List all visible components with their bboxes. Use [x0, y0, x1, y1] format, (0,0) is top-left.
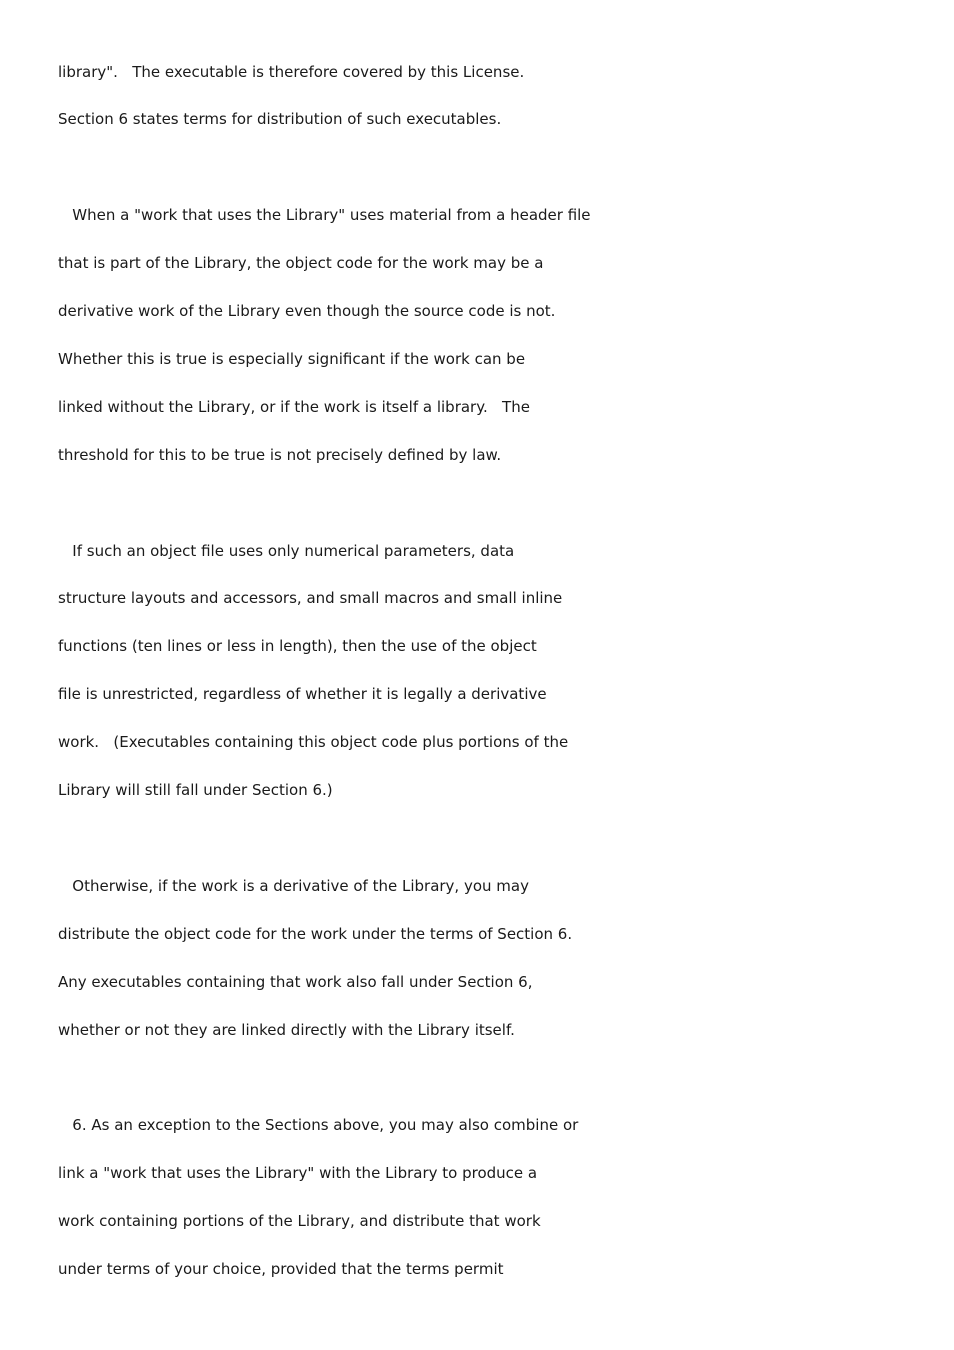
- text-line: structure layouts and accessors, and small macros and small inline: [58, 589, 563, 607]
- text-line: work containing portions of the Library, and distribute that work: [58, 1212, 541, 1230]
- text-line: Section 6 states terms for distribution of such executables.: [58, 110, 502, 128]
- text-line: whether or not they are linked directly with the Library itself.: [58, 1021, 515, 1039]
- text-line: under terms of your choice, provided that the terms permit: [58, 1260, 504, 1278]
- text-line: Otherwise, if the work is a derivative of the Library, you may: [58, 877, 529, 895]
- text-line: work. (Executables containing this object code plus portions of the: [58, 733, 569, 751]
- text-line: derivative work of the Library even though the source code is not.: [58, 302, 556, 320]
- text-line: When a "work that uses the Library" uses material from a header file: [58, 206, 591, 224]
- text-line: 6. As an exception to the Sections above, you may also combine or: [58, 1116, 579, 1134]
- text-line: If such an object file uses only numerical parameters, data: [58, 542, 515, 560]
- text-line: threshold for this to be true is not precisely defined by law.: [58, 446, 502, 464]
- text-line: functions (ten lines or less in length), then the use of the object: [58, 637, 537, 655]
- text-line: linked without the Library, or if the work is itself a library. The: [58, 398, 530, 416]
- text-line: Library will still fall under Section 6.): [58, 781, 333, 799]
- text-line: Any executables containing that work also fall under Section 6,: [58, 973, 533, 991]
- text-line: Whether this is true is especially significant if the work can be: [58, 350, 526, 368]
- text-line: that is part of the Library, the object code for the work may be a: [58, 254, 544, 272]
- text-line: link a "work that uses the Library" with the Library to produce a: [58, 1164, 538, 1182]
- text-line: file is unrestricted, regardless of whether it is legally a derivative: [58, 685, 547, 703]
- text-line: library". The executable is therefore covered by this License.: [58, 63, 525, 81]
- text-line: distribute the object code for the work under the terms of Section 6.: [58, 925, 573, 943]
